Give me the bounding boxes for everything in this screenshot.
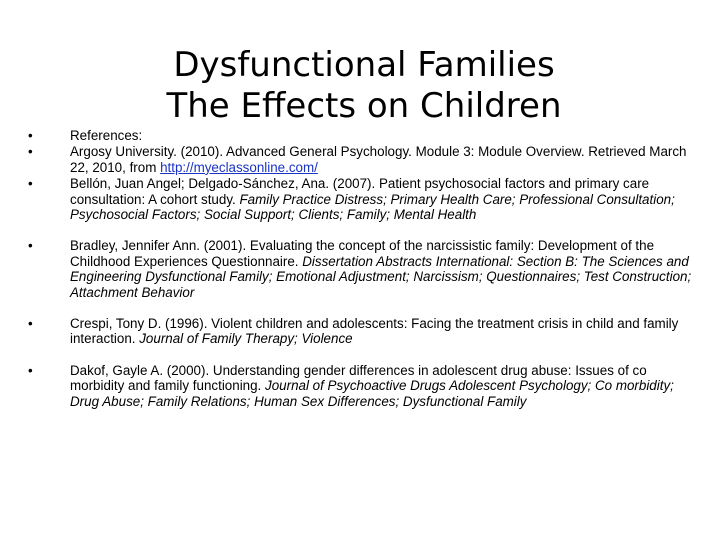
bullet-icon: • xyxy=(28,362,33,378)
reference-dakof-keywords: Journal of Psychoactive Drugs Adolescent Psychology; Co morbidity; Drug Abuse; Family Relations; Human Sex Differences; Dysfunctional Family xyxy=(70,378,674,409)
references-heading: References: xyxy=(70,128,143,143)
reference-bradley xyxy=(28,238,696,300)
reference-bellon-text: Bellón, Juan Angel; Delgado-Sánchez, Ana. (2007). Patient psychosocial factors and primary care consultation: A cohort study. xyxy=(70,176,650,207)
slide-title xyxy=(0,45,728,127)
bullet-icon: • xyxy=(28,176,33,192)
bullet-icon: • xyxy=(28,238,33,254)
reference-dakof xyxy=(28,363,696,409)
reference-argosy-link[interactable]: http://myeclassonline.com/ xyxy=(160,159,318,175)
reference-crespi xyxy=(28,316,696,347)
reference-bradley-keywords: Dissertation Abstracts International: Section B: The Sciences and Engineering Dysfunctional Family; Emotional Adjustment; Narcissism; Questionnaires; Test Construction; Attachment Behavior xyxy=(70,253,692,300)
reference-crespi-text: Crespi, Tony D. (1996). Violent children and adolescents: Facing the treatment crisis in child and family interaction. xyxy=(70,316,679,347)
references-heading-item xyxy=(28,128,696,143)
slide-title-line-2: The Effects on Children xyxy=(166,85,562,126)
bullet-icon: • xyxy=(28,316,33,332)
bullet-icon: • xyxy=(28,128,33,143)
reference-dakof-text: Dakof, Gayle A. (2000). Understanding gender differences in adolescent drug abuse: Issues of co morbidity and family functioning. xyxy=(70,362,647,394)
reference-argosy-text: Argosy University. (2010). Advanced General Psychology. Module 3: Module Overview. Retrieved March 22, 2010, from xyxy=(70,144,687,175)
reference-argosy xyxy=(28,144,696,175)
bullet-icon: • xyxy=(28,144,33,160)
reference-bellon-keywords: Family Practice Distress; Primary Health Care; Professional Consultation; Psychosocial Factors; Social Support; Clients; Family; Mental Health xyxy=(70,191,675,223)
slide-title-line-1: Dysfunctional Families xyxy=(173,44,555,85)
reference-bellon xyxy=(28,176,696,222)
reference-bradley-text: Bradley, Jennifer Ann. (2001). Evaluating the concept of the narcissistic family: Development of the Childhood Experiences Questionnaire. xyxy=(70,238,655,269)
references-list xyxy=(28,128,696,409)
reference-crespi-keywords: Journal of Family Therapy; Violence xyxy=(139,331,353,347)
